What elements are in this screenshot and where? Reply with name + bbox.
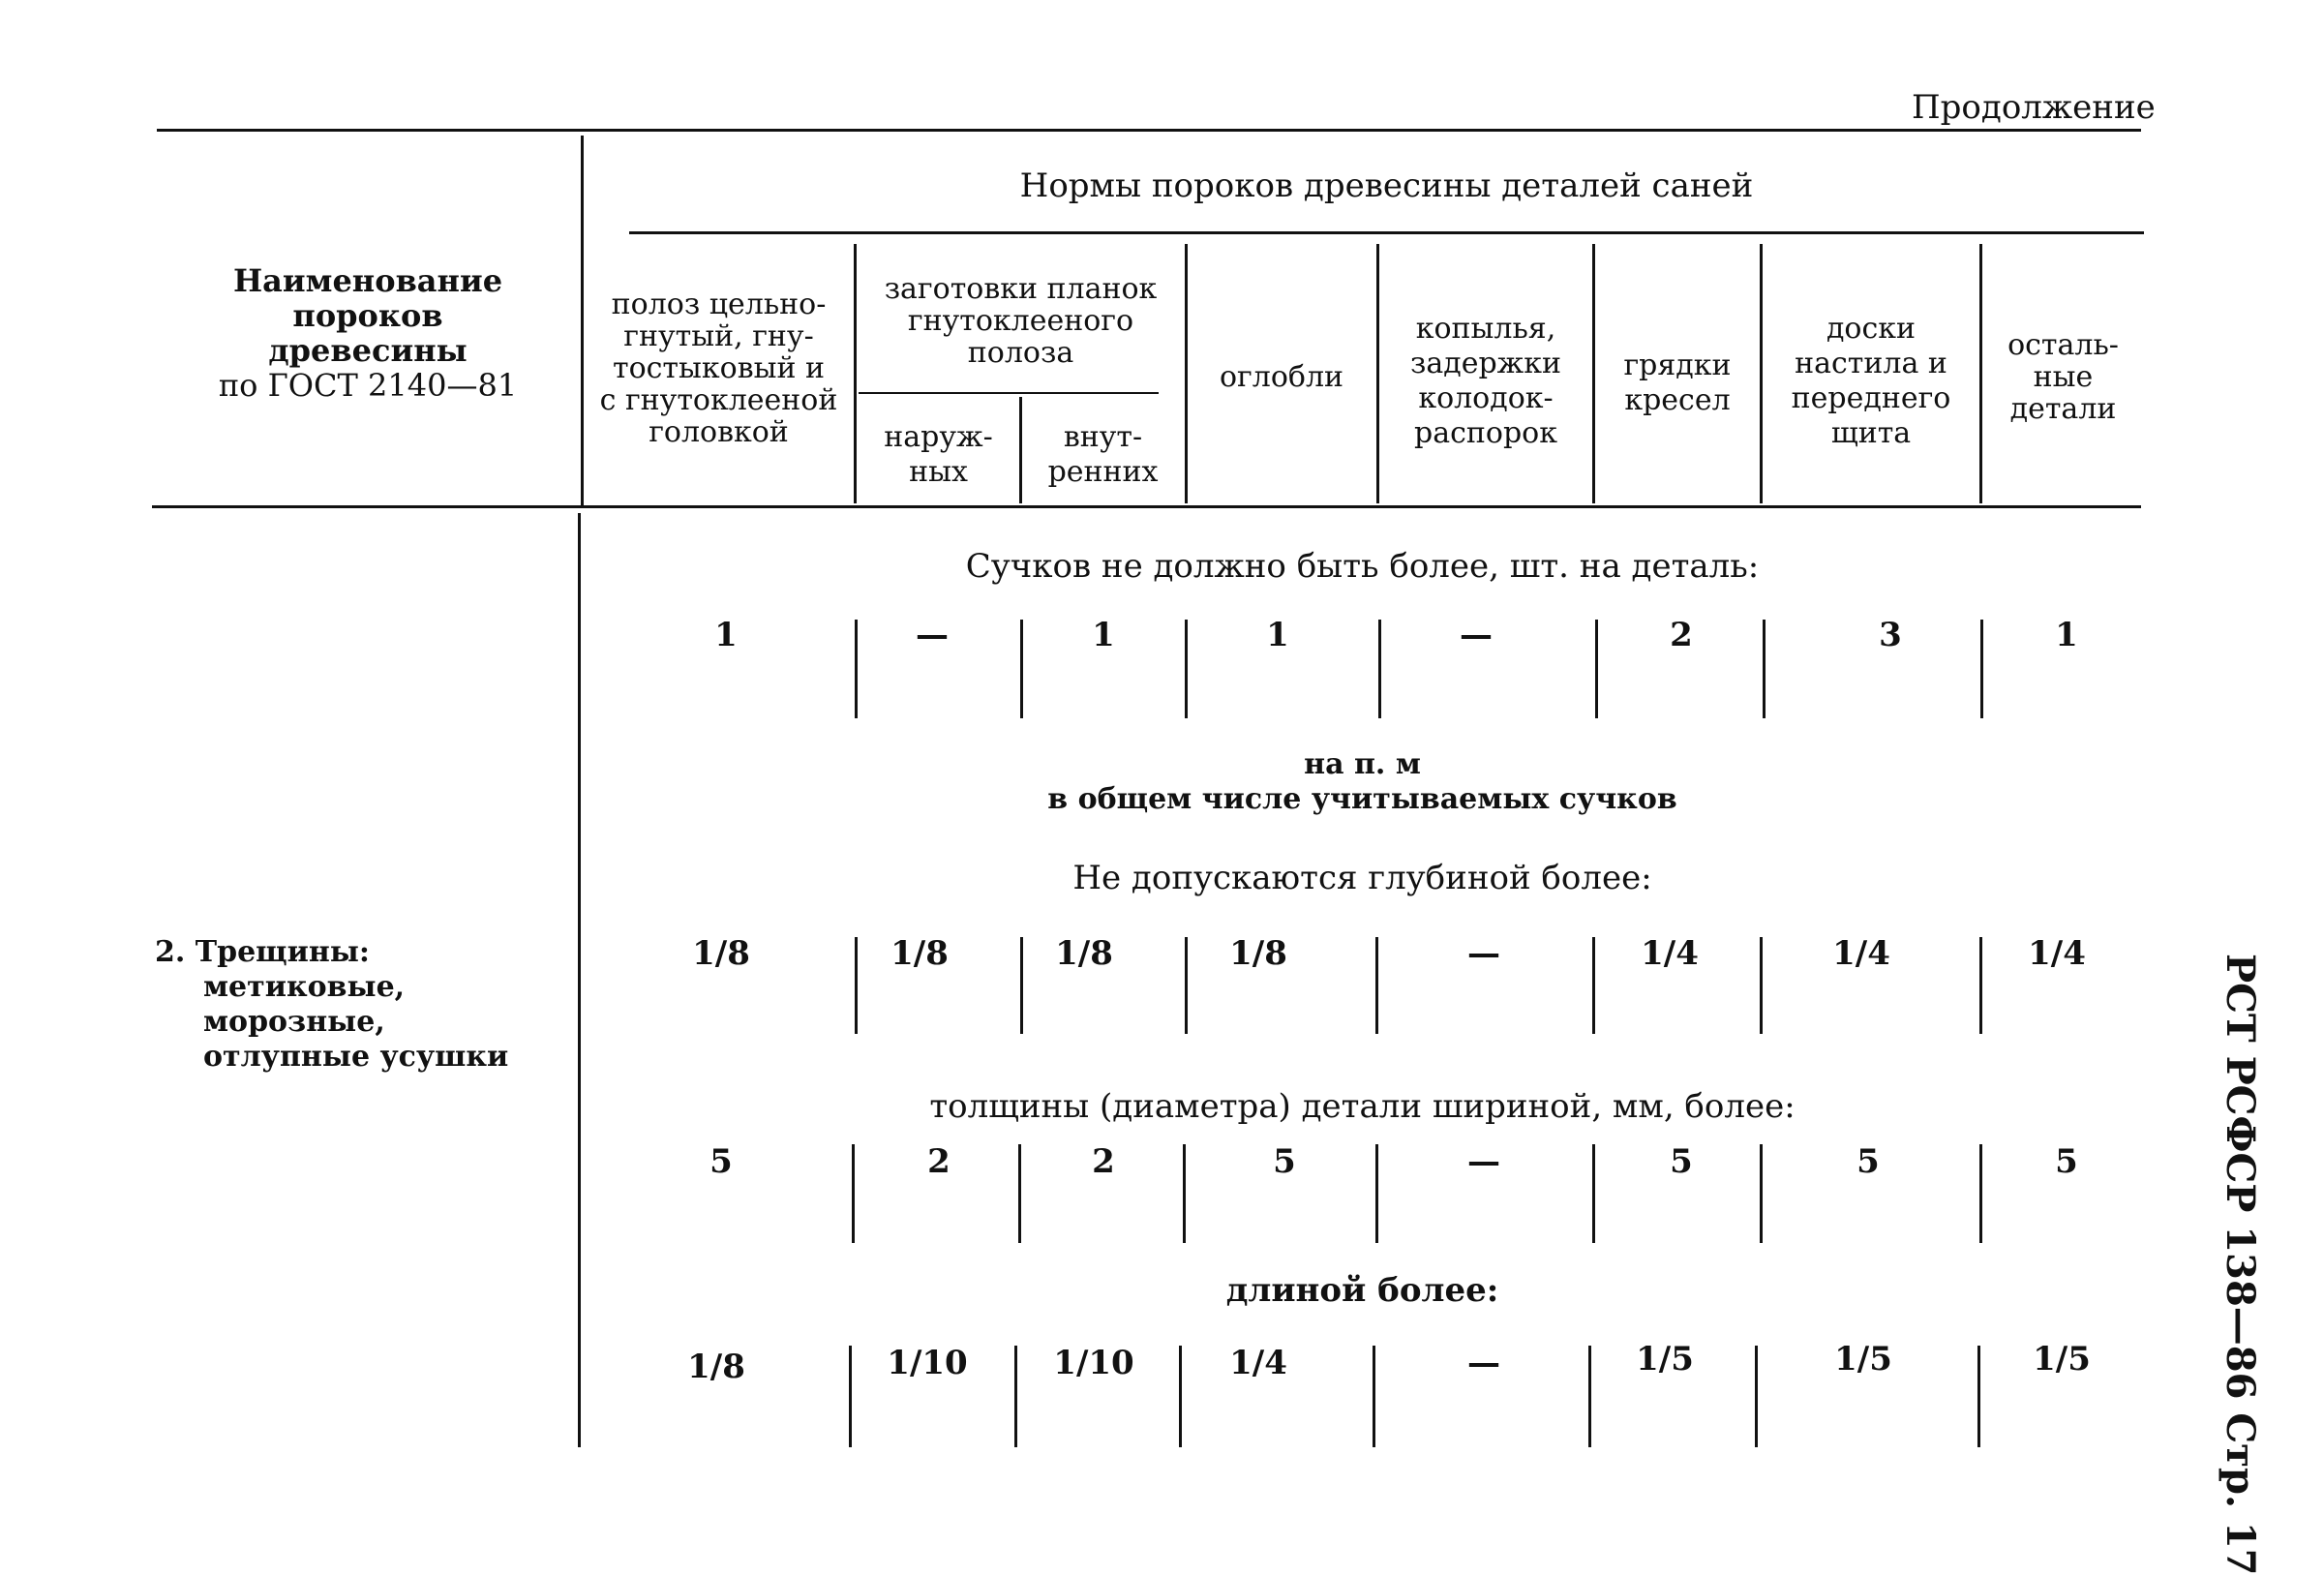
value-divider (1763, 620, 1766, 718)
row-name-column-header (165, 263, 571, 403)
knots-value: 3 (1879, 616, 1902, 654)
length-value: 1/8 (687, 1348, 745, 1386)
first-column-divider (581, 136, 584, 505)
value-divider (1588, 1346, 1591, 1447)
column-header-line: гнутоклееного (907, 304, 1134, 338)
column-header-line: грядки (1623, 349, 1732, 382)
depth-value: — (1467, 934, 1500, 973)
column-header-line: детали (2009, 392, 2117, 426)
column-header-stanchions (1380, 312, 1591, 451)
header-col-divider (1376, 244, 1379, 503)
subcolumn-header-line: наруж- (884, 420, 993, 454)
column-header-line: задержки (1409, 347, 1562, 380)
knots-title: Сучков не должно быть более, шт. на деталь: (965, 547, 1760, 586)
value-divider (1185, 937, 1188, 1034)
value-divider (1760, 937, 1763, 1034)
depth-value: 1/8 (692, 934, 750, 973)
column-header-line: распорок (1414, 416, 1557, 450)
column-header-line: колодок- (1418, 381, 1554, 415)
thickness-value: 5 (2055, 1142, 2078, 1181)
subcolumn-header-line: внут- (1063, 420, 1143, 454)
subcolumn-header-inner (1023, 420, 1183, 490)
value-divider (1185, 620, 1188, 718)
depth-value: 1/4 (2028, 934, 2086, 973)
length-value: 1/5 (1636, 1340, 1694, 1379)
value-divider (1375, 937, 1378, 1034)
knots-value: 1 (1092, 616, 1115, 654)
header-subcol-divider (1019, 397, 1022, 503)
depth-value: 1/8 (1229, 934, 1287, 973)
column-header-boards (1764, 312, 1978, 451)
value-divider (1014, 1346, 1017, 1447)
continuation-label: Продолжение (1912, 88, 2156, 127)
knots-value: 1 (714, 616, 738, 654)
header-bottom-rule (152, 505, 2141, 508)
column-header-seat-rails (1596, 349, 1759, 418)
knots-note-line: в общем числе учитываемых сучков (1047, 782, 1677, 816)
knots-note (581, 747, 2144, 817)
column-header-line: ные (2033, 360, 2094, 394)
column-header-line: осталь- (2007, 328, 2119, 362)
knots-note-line: на п. м (1304, 747, 1421, 781)
length-value: 1/5 (1834, 1340, 1892, 1379)
subcolumn-header-line: ренних (1047, 455, 1159, 489)
length-value: — (1467, 1344, 1500, 1382)
value-divider (1183, 1144, 1186, 1243)
column-header-line: тостыковый и (612, 351, 826, 385)
cracks-label-line: 2. Трещины: (155, 935, 370, 969)
thickness-value: 5 (1856, 1142, 1880, 1181)
length-value: 1/4 (1229, 1344, 1287, 1382)
row-name-line: Наименование пороков (232, 262, 503, 334)
value-divider (1977, 1346, 1980, 1447)
value-divider (1595, 620, 1598, 718)
value-divider (1375, 1144, 1378, 1243)
knots-value: — (1460, 616, 1493, 654)
header-col-divider (854, 244, 857, 503)
length-value: 1/5 (2033, 1340, 2091, 1379)
column-header-line: головкой (649, 415, 789, 449)
column-header-shafts: оглобли (1219, 360, 1343, 394)
column-header-line: гнутый, гну- (623, 319, 814, 353)
column-header-line: полоз цельно- (611, 288, 827, 321)
column-header-line: с гнутоклееной (599, 383, 838, 417)
value-divider (1760, 1144, 1763, 1243)
value-divider (1592, 937, 1595, 1034)
thickness-value: — (1467, 1142, 1500, 1181)
depth-value: 1/4 (1832, 934, 1890, 973)
value-divider (855, 937, 858, 1034)
thickness-value: 5 (1273, 1142, 1296, 1181)
value-divider (855, 620, 858, 718)
header-col-divider (1592, 244, 1595, 503)
length-value: 1/10 (887, 1344, 968, 1382)
cracks-row-label (155, 935, 571, 1075)
row-name-line: древесины (268, 332, 468, 369)
column-header-line: полоза (967, 336, 1074, 370)
value-divider (1378, 620, 1381, 718)
depth-title: Не допускаются глубиной более: (1072, 859, 1652, 897)
value-divider (1373, 1346, 1375, 1447)
depth-value: 1/8 (1055, 934, 1113, 973)
value-divider (1020, 937, 1023, 1034)
depth-value: 1/8 (890, 934, 949, 973)
column-header-slat-blanks (859, 273, 1183, 369)
row-name-line: по ГОСТ 2140—81 (218, 367, 518, 404)
value-divider (1179, 1346, 1182, 1447)
norms-title-rule (629, 231, 2144, 234)
cracks-label-line: метиковые, морозные, (203, 970, 406, 1039)
thickness-value: 2 (1092, 1142, 1115, 1181)
value-divider (1018, 1144, 1021, 1243)
subcolumn-header-outer (859, 420, 1018, 490)
thickness-value: 2 (927, 1142, 951, 1181)
column-header-line: заготовки планок (884, 272, 1158, 306)
header-col-divider (1979, 244, 1982, 503)
value-divider (1979, 1144, 1982, 1243)
column-header-line: копылья, (1415, 312, 1556, 346)
value-divider (1592, 1144, 1595, 1243)
column-header-runner (586, 288, 852, 448)
column-header-line: доски (1826, 312, 1917, 346)
length-value: 1/10 (1053, 1344, 1134, 1382)
table-top-rule (157, 129, 2141, 132)
thickness-value: 5 (709, 1142, 733, 1181)
knots-value: — (916, 616, 949, 654)
thickness-value: 5 (1670, 1142, 1693, 1181)
knots-value: 1 (2055, 616, 2078, 654)
column-header-other-parts (1983, 329, 2143, 425)
column-header-line: переднего (1791, 381, 1951, 415)
header-col-divider (1185, 244, 1188, 503)
depth-value: 1/4 (1641, 934, 1699, 973)
column-header-line: щита (1830, 416, 1912, 450)
thickness-title: толщины (диаметра) детали шириной, мм, более: (929, 1087, 1796, 1126)
subcolumn-header-line: ных (909, 455, 968, 489)
value-divider (1980, 620, 1983, 718)
value-divider (1755, 1346, 1758, 1447)
knots-value: 2 (1670, 616, 1693, 654)
cracks-label-line: отлупные усушки (203, 1040, 509, 1074)
subcolumn-rule (859, 392, 1159, 394)
knots-value: 1 (1266, 616, 1289, 654)
length-title: длиной более: (1225, 1271, 1499, 1310)
column-header-line: кресел (1624, 383, 1731, 417)
side-caption: РСТ РСФСР 138—86 Стр. 17 (2218, 954, 2263, 1576)
norms-title: Нормы пороков древесины деталей саней (1019, 167, 1754, 205)
column-header-line: настила и (1795, 347, 1947, 380)
value-divider (852, 1144, 855, 1243)
header-col-divider (1760, 244, 1763, 503)
value-divider (1979, 937, 1982, 1034)
value-divider (1020, 620, 1023, 718)
value-divider (849, 1346, 852, 1447)
